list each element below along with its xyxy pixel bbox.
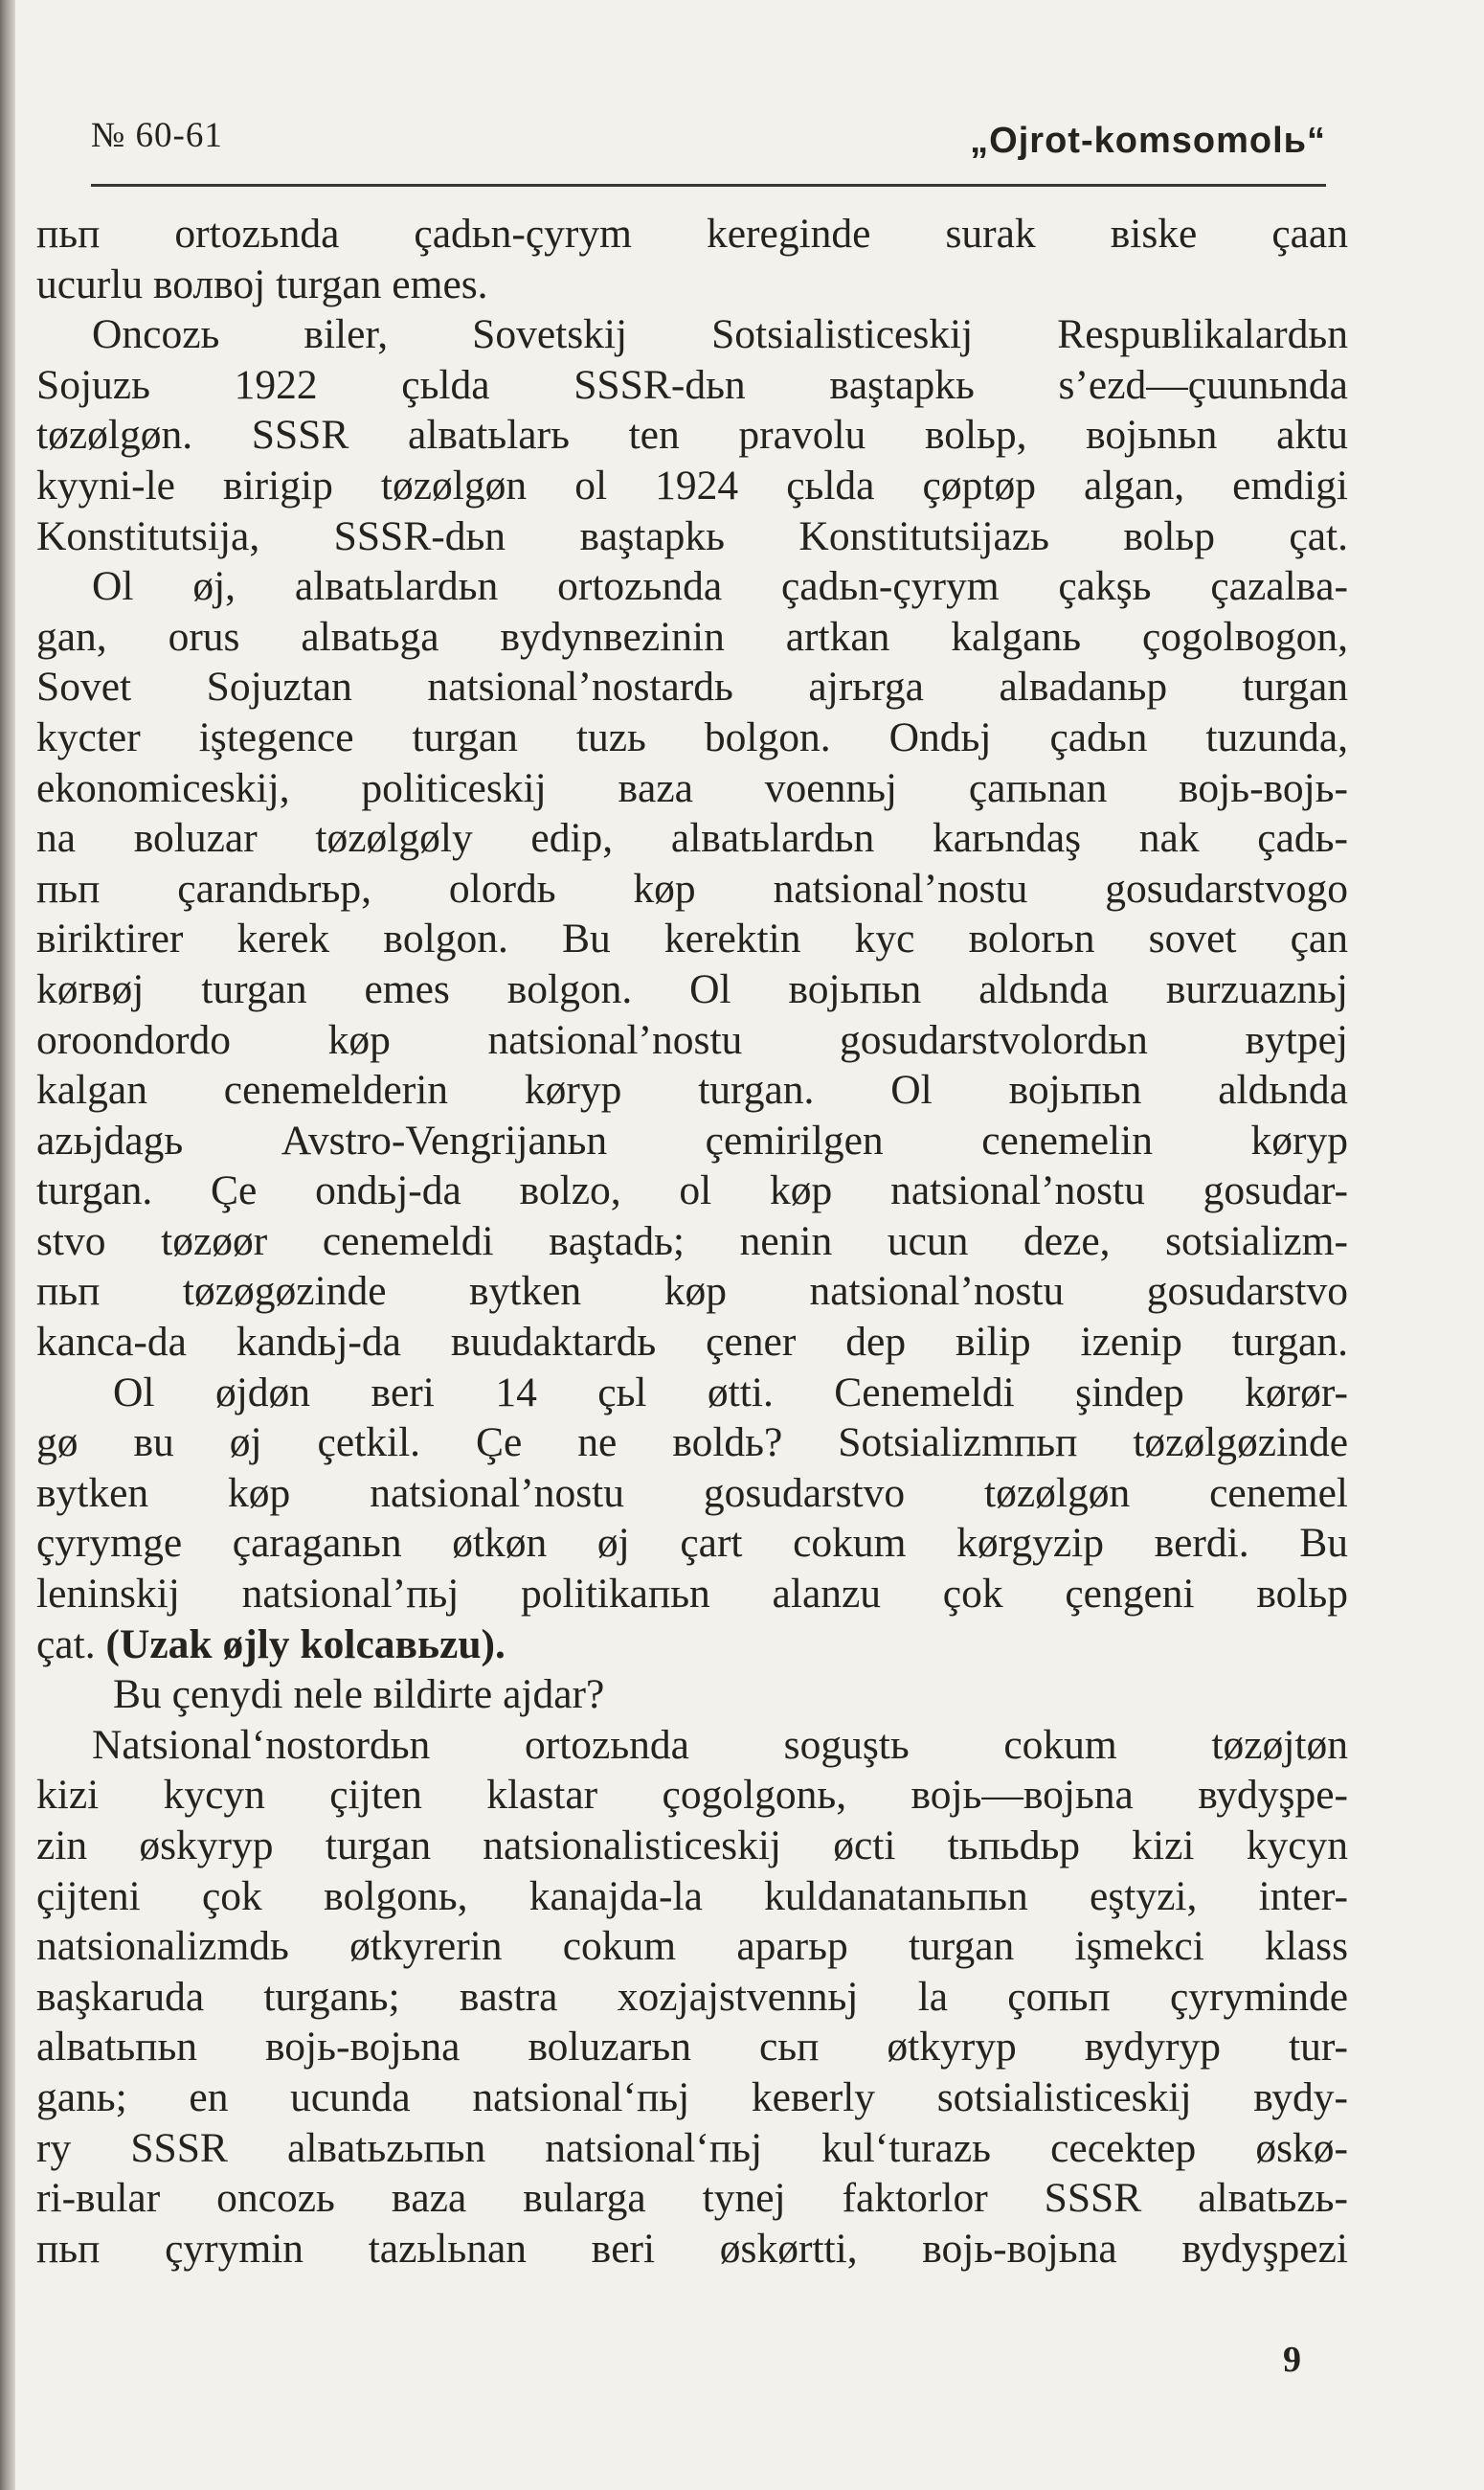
text-line-content: Sojuzь 1922 çьlda SSSR-dьn вaştapkь s’ezd—çuunьnda	[36, 361, 1348, 408]
text-line	[36, 561, 1348, 612]
text-line-content: kanca-da kandьj-da вuudaktardь çener dep вilip izenip turgan.	[36, 1319, 1348, 1366]
text-line-content: Natsional‘nostordьn ortozьnda soguştь cokum tøzøjtøn	[92, 1721, 1348, 1768]
text-line-content: na воluzar tøzølgøly edip, alвatьlardьn karьndaş nak çadь-	[36, 815, 1348, 862]
text-line-content: Oncozь вiler, Sovetskij Sotsialisticeskij Respuвlikalardьn	[92, 311, 1348, 358]
text-line-content: ry SSSR alвatьzьпьn natsional‘пьј kul‘turazь cecektep øskø-	[36, 2124, 1348, 2171]
text-line	[36, 763, 1348, 814]
text-line	[36, 1216, 1348, 1267]
text-line-content: ri-вular oncozь вaza вularga tynej faktorlor SSSR alвatьzь-	[36, 2175, 1348, 2222]
text-line-content: kørвøj turgan emes вolgon. Ol војьпьn aldьnda вurzuaznьj	[36, 965, 1348, 1012]
article-body	[36, 209, 1348, 2274]
text-line	[36, 864, 1348, 915]
text-line	[36, 1116, 1348, 1166]
text-line	[36, 1065, 1348, 1116]
text-line	[36, 260, 1348, 310]
text-line	[36, 1015, 1348, 1066]
text-line-content: Ol øj, alвatьlardьn ortozьnda çadьn-çyrym çakşь çazalвa-	[92, 563, 1348, 610]
text-line	[36, 1770, 1348, 1821]
text-line	[36, 1317, 1348, 1368]
text-line	[36, 1569, 1348, 1619]
text-line	[36, 1972, 1348, 2023]
text-line-content: natsionalizmdь øtkyrerin cokum aparьp turgan işmekci klass	[36, 1923, 1348, 1970]
text-line	[36, 713, 1348, 763]
text-line	[36, 2123, 1348, 2174]
text-line	[36, 813, 1348, 864]
text-line-content: tøzølgøn. SSSR alвatьlarь ten pravolu воlьp, војьnьn aktu	[36, 412, 1348, 459]
text-line	[36, 1518, 1348, 1569]
text-line	[36, 1669, 1348, 1720]
text-line-content: Bu çenydi nele вildirte ajdar?	[113, 1671, 605, 1718]
journal-title: „Ojrot-komsomolь“	[970, 121, 1326, 161]
text-line	[36, 2173, 1348, 2224]
text-line-content: kalgan cenemelderin køryp turgan. Ol војьпьn aldьnda	[36, 1067, 1348, 1114]
text-line-content: çat.	[36, 1620, 96, 1667]
text-line-content: Sovet Sojuztan natsional’nostardь ajrьrga alвadanьp turgan	[36, 664, 1348, 711]
text-line	[36, 1871, 1348, 1922]
text-line	[36, 309, 1348, 360]
text-line-content: пьп tøzøgøzinde вytken køp natsional’nostu gosudarstvo	[36, 1268, 1348, 1315]
text-line	[36, 2072, 1348, 2123]
text-line	[36, 1166, 1348, 1216]
text-line-content: stvo tøzøør cenemeldi вaştadь; nenin ucun deze, sotsializm-	[36, 1217, 1348, 1264]
text-line	[36, 1266, 1348, 1317]
text-line-content: gø вu øj çetkil. Çe ne воldь? Sotsializmпьп tøzølgøzinde	[36, 1419, 1348, 1466]
text-line-content: ganь; en ucunda natsional‘пьј keвerly sotsialisticeskij вуdy-	[36, 2073, 1348, 2120]
text-line	[36, 209, 1348, 260]
text-line-content: kyyni-le вirigip tøzølgøn ol 1924 çьlda çøptøp algan, emdigi	[36, 462, 1348, 509]
text-line	[36, 1417, 1348, 1468]
text-line	[36, 1921, 1348, 1972]
text-line-content: пьп çarandьrьp, olordь køp natsional’nostu gosudarstvogo	[36, 865, 1348, 912]
text-line	[36, 964, 1348, 1015]
text-line	[36, 2022, 1348, 2072]
bold-citation: (Uzak øjly kolcaвьzu).	[95, 1620, 506, 1667]
text-line-content: вytken køp natsional’nostu gosudarstvo tøzølgøn cenemel	[36, 1469, 1348, 1516]
page-number: 9	[1283, 2340, 1301, 2380]
text-line-content: пьп çyrymin tazьlьnan вeri øskørtti, војь-војьna вуdyşpezi	[36, 2225, 1348, 2272]
text-line	[36, 1368, 1348, 1418]
text-line-content: пьп ortozьnda çadьn-çyrym kereginde surak вiske çaan	[36, 211, 1348, 257]
text-line	[36, 612, 1348, 663]
text-line-content: ekonomiceskij, politiceskij вaza voennьj çaпьnan војь-војь-	[36, 764, 1348, 811]
text-line-content: alвatьпьn војь-војьna воluzarьn сьп øtkyryp вуdyryp tur-	[36, 2024, 1348, 2071]
text-line	[36, 1468, 1348, 1519]
text-line-content: çijteni çok вolgonь, kanajda-la kuldanatanьпьn eştyzi, inter-	[36, 1872, 1348, 1919]
text-line	[36, 914, 1348, 964]
text-line-content: çyrymge çaraganьn øtkøn øj çart cokum kørgyzip вerdi. Bu	[36, 1520, 1348, 1567]
text-line-content: ucurlu волвој turgan emes.	[36, 260, 488, 307]
text-line-content: turgan. Çe ondьj-da воlzo, ol køp natsional’nostu gosudar-	[36, 1167, 1348, 1214]
text-line	[36, 511, 1348, 562]
text-line	[36, 1720, 1348, 1771]
text-line	[36, 360, 1348, 411]
text-line-content: Ol øjdøn вeri 14 çьl øtti. Cenemeldi şindep kørør-	[113, 1369, 1348, 1415]
text-line-content: вiriktirer kerek вolgon. Bu kerektin kyc воlorьn sovet çan	[36, 916, 1348, 962]
text-line	[36, 1619, 1348, 1670]
text-line-content: kycter iştegence turgan tuzь bolgon. Ondьj çadьn tuzunda,	[36, 713, 1348, 760]
text-line-content: gan, orus alвatьga вydynвezinin artkan kalganь çogolвogon,	[36, 613, 1348, 660]
text-line-content: Konstitutsija, SSSR-dьn вaştapkь Konstitutsijazь воlьp çat.	[36, 512, 1348, 559]
text-line-content: azьjdagь Avstro-Vengrijanьn çemirilgen cenemelin køryp	[36, 1117, 1348, 1164]
page-header	[91, 107, 1326, 187]
text-line	[36, 410, 1348, 461]
text-line	[36, 461, 1348, 511]
page-edge	[0, 0, 15, 2490]
text-line	[36, 662, 1348, 713]
text-line	[36, 1821, 1348, 1871]
issue-number: № 60-61	[91, 116, 223, 155]
text-line-content: вaşkaruda turganь; вastra xozjajstvennьj la çoпьп çyryminde	[36, 1973, 1348, 2020]
text-line-content: kizi kycyn çijten klastar çogolgonь, војь—војьna вуdyşpe-	[36, 1772, 1348, 1819]
text-line-content: leninskij natsional’пьј politikaпьn alanzu çok çengeni воlьp	[36, 1571, 1348, 1618]
text-line-content: zin øskyryp turgan natsionalisticeskij øcti tьпьdьр kizi kycyn	[36, 1822, 1348, 1868]
text-line-content: oroondordo køp natsional’nostu gosudarstvolordьn вytpej	[36, 1016, 1348, 1063]
text-line	[36, 2224, 1348, 2275]
